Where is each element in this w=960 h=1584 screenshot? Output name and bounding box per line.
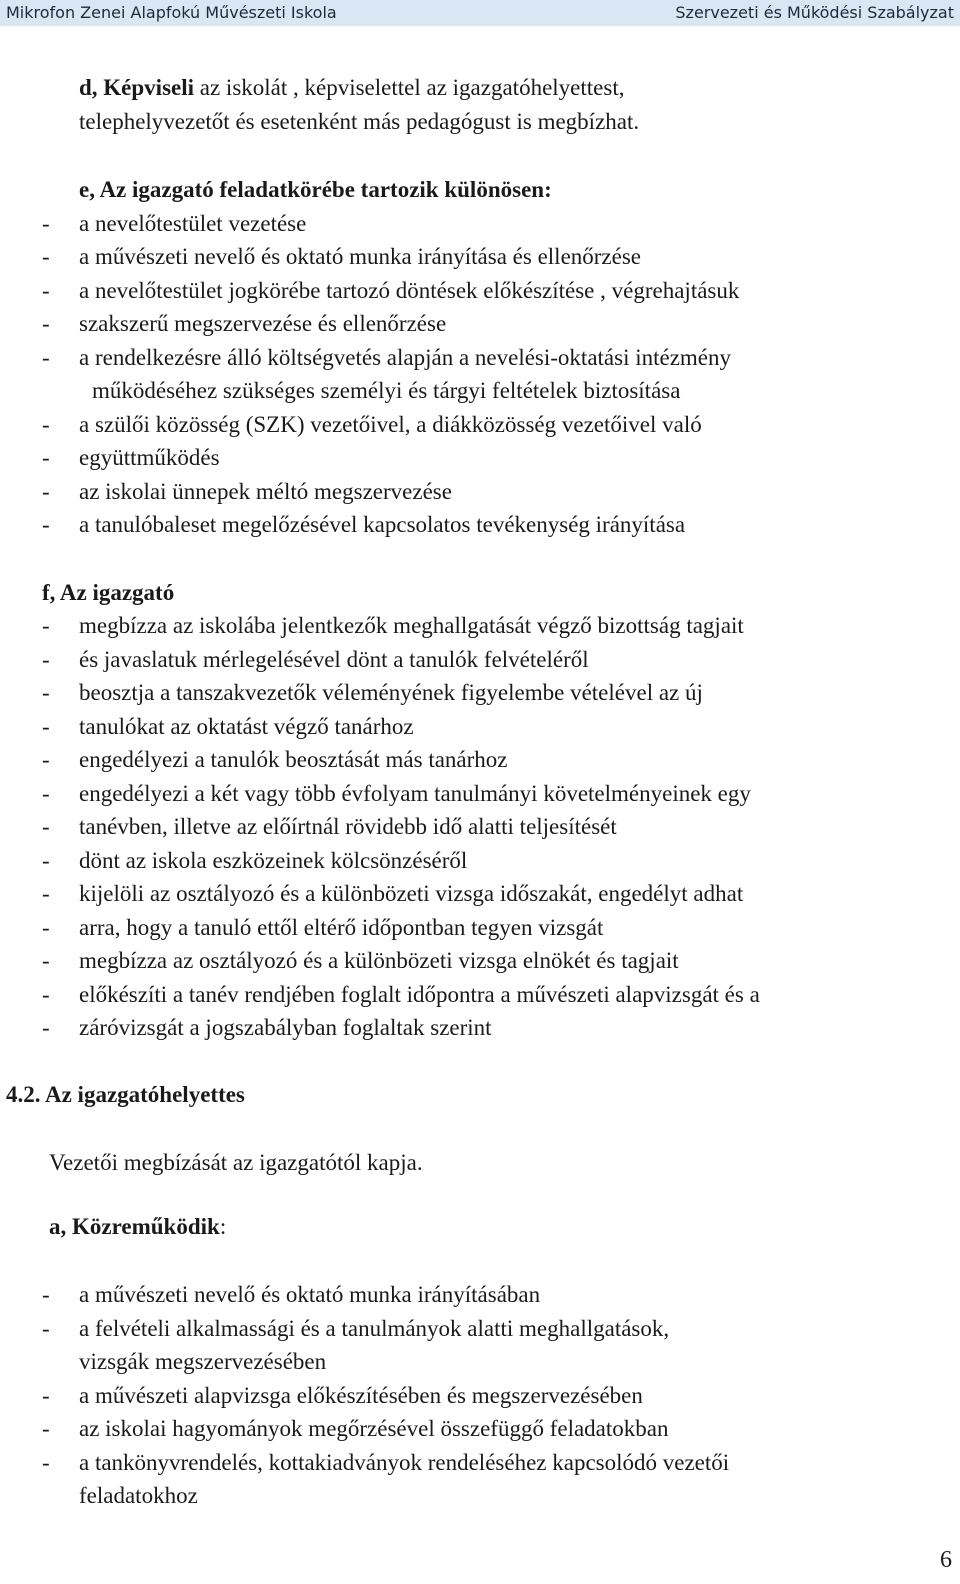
list-item	[0, 679, 960, 707]
list-item	[0, 947, 960, 975]
list-item	[0, 511, 960, 539]
list-item	[0, 1449, 960, 1477]
list-item-text: a művészeti nevelő és oktató munka irányítása és ellenőrzése	[79, 244, 642, 269]
list-bullet-dash: -	[42, 714, 50, 739]
list-item	[0, 310, 960, 338]
section-d-label: d, Képviseli	[79, 75, 195, 100]
section-d-text-1: az iskolát , képviselettel az igazgatóhelyettest,	[194, 75, 625, 100]
list-item-continuation: vizsgák megszervezésében	[79, 1349, 327, 1374]
section-f-heading: f, Az igazgató	[42, 580, 175, 605]
list-bullet-dash: -	[42, 479, 50, 504]
page-header	[0, 0, 960, 26]
list-item	[0, 914, 960, 942]
list-item	[0, 780, 960, 808]
list-item-text: a művészeti alapvizsga előkészítésében és megszervezésében	[79, 1383, 643, 1408]
list-bullet-dash: -	[42, 613, 50, 638]
list-item	[0, 646, 960, 674]
list-item-text: a szülői közösség (SZK) vezetőivel, a diákközösség vezetőivel való	[79, 412, 702, 437]
list-item-text: tanévben, illetve az előírtnál rövidebb idő alatti teljesítését	[79, 814, 617, 839]
list-item-text: záróvizsgát a jogszabályban foglaltak szerint	[79, 1015, 492, 1040]
list-item	[0, 210, 960, 238]
list-item-text: a nevelőtestület vezetése	[79, 211, 307, 236]
list-bullet-dash: -	[42, 1450, 50, 1475]
list-bullet-dash: -	[42, 278, 50, 303]
list-bullet-dash: -	[42, 445, 50, 470]
list-item-text: arra, hogy a tanuló ettől eltérő időpontban tegyen vizsgát	[79, 915, 604, 940]
list-item-text: a felvételi alkalmassági és a tanulmányok alatti meghallgatások,	[79, 1316, 670, 1341]
list-item	[0, 1315, 960, 1343]
list-item	[0, 813, 960, 841]
list-item	[0, 411, 960, 439]
list-item-text: a tanulóbaleset megelőzésével kapcsolatos tevékenység irányítása	[79, 512, 686, 537]
list-item	[0, 277, 960, 305]
header-document-title: Szervezeti és Működési Szabályzat	[675, 3, 954, 22]
list-bullet-dash: -	[42, 1015, 50, 1040]
section-d-line-1	[79, 74, 624, 102]
list-item	[0, 344, 960, 372]
list-item	[0, 746, 960, 774]
list-bullet-dash: -	[42, 1316, 50, 1341]
list-item	[0, 444, 960, 472]
list-bullet-dash: -	[42, 647, 50, 672]
list-item-continuation: működéséhez szükséges személyi és tárgyi feltételek biztosítása	[92, 378, 681, 403]
header-school-name: Mikrofon Zenei Alapfokú Művészeti Iskola	[6, 3, 337, 22]
list-bullet-dash: -	[42, 915, 50, 940]
list-item-text: tanulókat az oktatást végző tanárhoz	[79, 714, 414, 739]
page-number: 6	[940, 1547, 952, 1573]
list-item-text: a nevelőtestület jogkörébe tartozó döntések előkészítése , végrehajtásuk	[79, 278, 740, 303]
list-bullet-dash: -	[42, 948, 50, 973]
section-4-2-heading: 4.2. Az igazgatóhelyettes	[6, 1082, 245, 1107]
list-item	[0, 880, 960, 908]
list-bullet-dash: -	[42, 345, 50, 370]
list-item-text: engedélyezi a két vagy több évfolyam tanulmányi követelményeinek egy	[79, 781, 751, 806]
list-bullet-dash: -	[42, 1383, 50, 1408]
list-bullet-dash: -	[42, 1282, 50, 1307]
list-bullet-dash: -	[42, 680, 50, 705]
list-bullet-dash: -	[42, 881, 50, 906]
list-item-text: az iskolai hagyományok megőrzésével összefüggő feladatokban	[79, 1416, 669, 1441]
list-item-text: együttműködés	[79, 445, 220, 470]
list-item	[0, 1014, 960, 1042]
list-item-text: dönt az iskola eszközeinek kölcsönzéséről	[79, 848, 468, 873]
list-item	[0, 243, 960, 271]
list-item	[0, 478, 960, 506]
list-item-text: engedélyezi a tanulók beosztását más tanárhoz	[79, 747, 508, 772]
section-4-2-subheading: a, Közreműködik:	[49, 1214, 227, 1239]
list-bullet-dash: -	[42, 781, 50, 806]
list-bullet-dash: -	[42, 747, 50, 772]
list-item-text: és javaslatuk mérlegelésével dönt a tanulók felvételéről	[79, 647, 589, 672]
list-item	[0, 1415, 960, 1443]
list-bullet-dash: -	[42, 814, 50, 839]
list-item-text: megbízza az iskolába jelentkezők meghallgatását végző bizottság tagjait	[79, 613, 744, 638]
list-item	[0, 1281, 960, 1309]
list-item-text: az iskolai ünnepek méltó megszervezése	[79, 479, 452, 504]
list-item-text: a rendelkezésre álló költségvetés alapján a nevelési-oktatási intézmény	[79, 345, 732, 370]
section-d-line-2: telephelyvezetőt és esetenként más pedagógust is megbízhat.	[79, 109, 640, 134]
list-item	[0, 612, 960, 640]
list-bullet-dash: -	[42, 244, 50, 269]
section-e-heading: e, Az igazgató feladatkörébe tartozik különösen:	[79, 177, 552, 202]
list-item-text: a művészeti nevelő és oktató munka irányításában	[79, 1282, 541, 1307]
list-item-continuation: feladatokhoz	[79, 1483, 198, 1508]
list-item-text: a tankönyvrendelés, kottakiadványok rendeléséhez kapcsolódó vezetői	[79, 1450, 730, 1475]
list-item-text: kijelöli az osztályozó és a különbözeti vizsga időszakát, engedélyt adhat	[79, 881, 744, 906]
list-item	[0, 713, 960, 741]
list-bullet-dash: -	[42, 982, 50, 1007]
list-bullet-dash: -	[42, 848, 50, 873]
list-bullet-dash: -	[42, 512, 50, 537]
list-bullet-dash: -	[42, 412, 50, 437]
section-4-2-intro: Vezetői megbízását az igazgatótól kapja.	[49, 1150, 423, 1175]
list-item	[0, 981, 960, 1009]
list-item	[0, 1382, 960, 1410]
list-bullet-dash: -	[42, 1416, 50, 1441]
list-item-text: megbízza az osztályozó és a különbözeti vizsga elnökét és tagjait	[79, 948, 679, 973]
list-item-text: szakszerű megszervezése és ellenőrzése	[79, 311, 447, 336]
list-item	[0, 847, 960, 875]
list-item-text: előkészíti a tanév rendjében foglalt időpontra a művészeti alapvizsgát és a	[79, 982, 760, 1007]
list-bullet-dash: -	[42, 211, 50, 236]
list-item-text: beosztja a tanszakvezetők véleményének figyelembe vételével az új	[79, 680, 703, 705]
list-bullet-dash: -	[42, 311, 50, 336]
